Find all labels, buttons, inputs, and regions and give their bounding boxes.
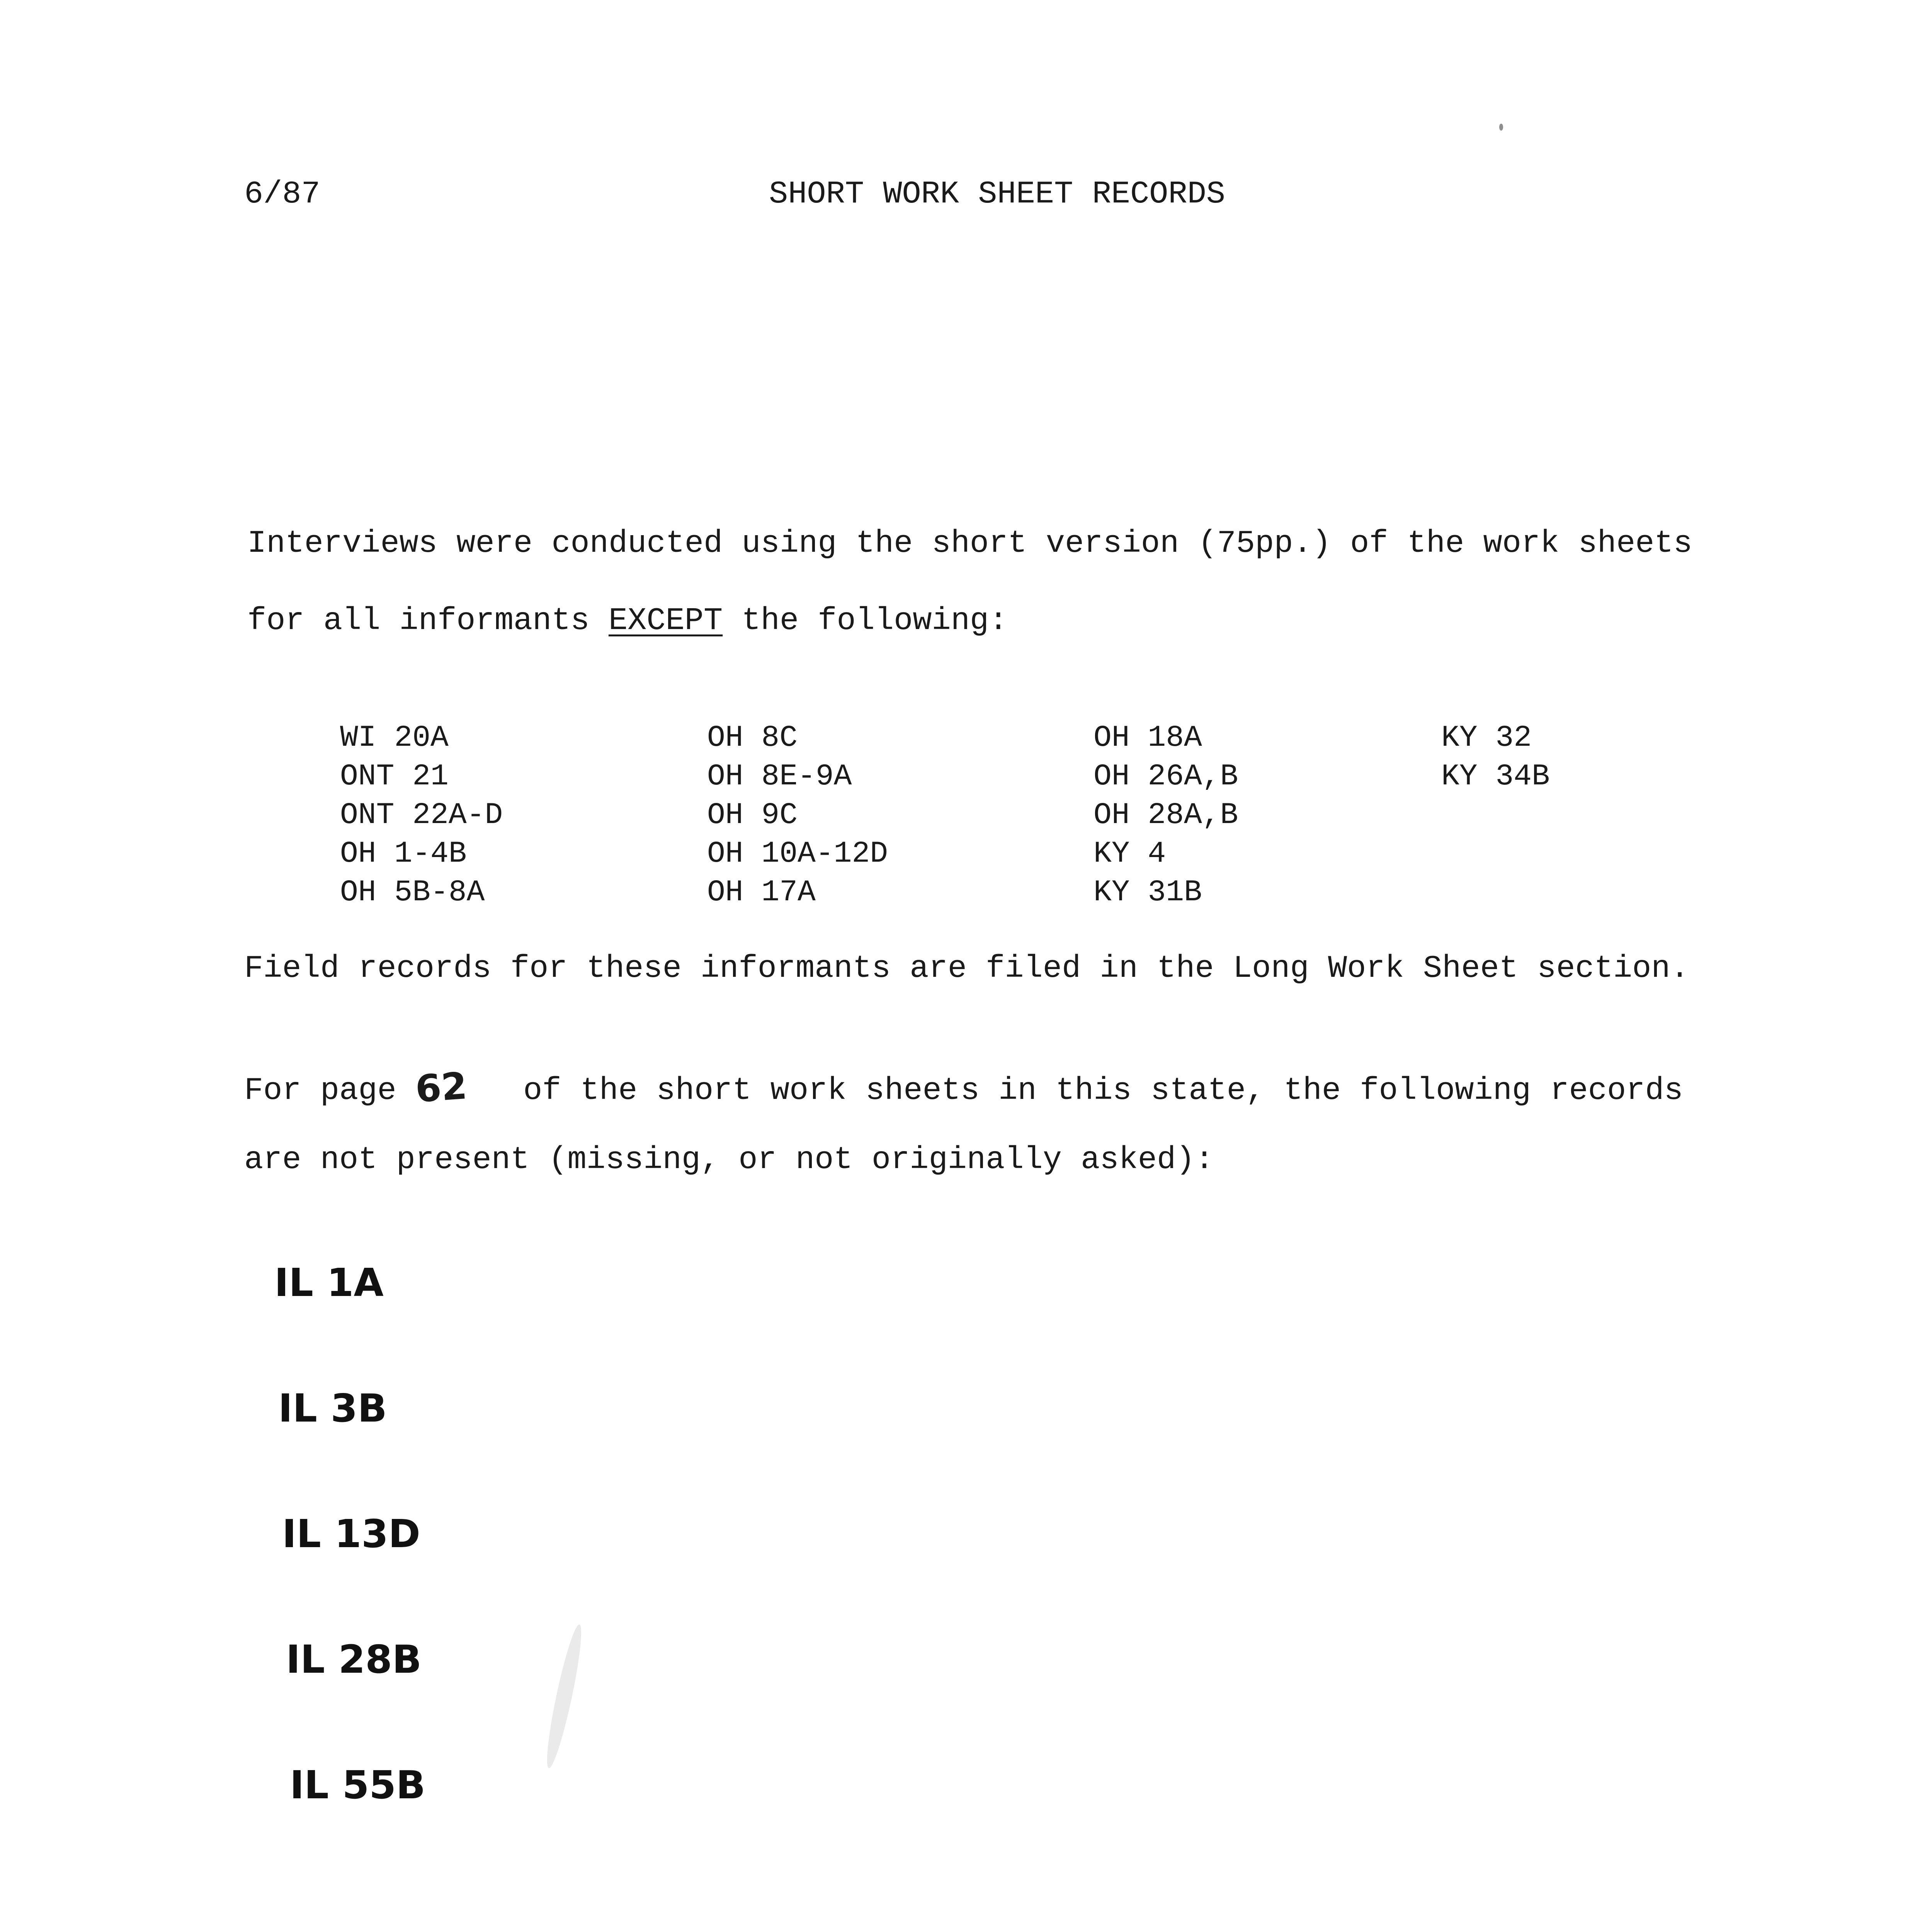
exception-item: OH 26A,B: [1094, 760, 1238, 794]
exceptions-column-1: [340, 719, 503, 912]
exception-item: KY 32: [1441, 721, 1532, 755]
missing-record: IL 3B: [278, 1386, 387, 1431]
missing-note-suffix: of the short work sheets in this state, the following records: [504, 1073, 1683, 1109]
exceptions-column-4: [1441, 719, 1550, 796]
intro-line-2: [247, 603, 1008, 639]
exceptions-column-3: [1094, 719, 1238, 912]
intro-line-2-prefix: for all informants: [247, 603, 609, 639]
missing-note-line-2: are not present (missing, or not originally asked):: [244, 1142, 1214, 1178]
missing-record: IL 28B: [286, 1637, 422, 1682]
handwritten-page-number: 62: [414, 1064, 469, 1111]
document-date: 6/87: [244, 176, 320, 212]
exception-item: OH 8E-9A: [707, 760, 852, 794]
exception-item: OH 10A-12D: [707, 837, 888, 871]
exceptions-column-2: [707, 719, 888, 912]
document-title: SHORT WORK SHEET RECORDS: [769, 176, 1225, 212]
exception-item: OH 5B-8A: [340, 876, 485, 910]
missing-record: IL 13D: [282, 1511, 420, 1556]
missing-note-prefix: For page: [244, 1073, 415, 1109]
intro-emphasis: EXCEPT: [608, 603, 723, 639]
missing-note-line-1: [244, 1065, 1683, 1109]
exception-item: OH 9C: [707, 798, 798, 832]
intro-line-2-suffix: the following:: [723, 603, 1008, 639]
missing-record: IL 55B: [290, 1762, 426, 1808]
exception-item: OH 28A,B: [1094, 798, 1238, 832]
exception-item: OH 1-4B: [340, 837, 467, 871]
exception-item: ONT 21: [340, 760, 449, 794]
exception-item: KY 4: [1094, 837, 1166, 871]
paper-smudge: [541, 1623, 587, 1770]
exception-item: OH 17A: [707, 876, 816, 910]
exception-item: ONT 22A-D: [340, 798, 503, 832]
paper-smudge: [1499, 124, 1503, 131]
field-records-note: Field records for these informants are filed in the Long Work Sheet section.: [244, 951, 1689, 986]
exception-item: OH 8C: [707, 721, 798, 755]
exception-item: WI 20A: [340, 721, 449, 755]
exception-item: KY 31B: [1094, 876, 1202, 910]
exception-item: KY 34B: [1441, 760, 1550, 794]
missing-record: IL 1A: [274, 1260, 384, 1305]
exception-item: OH 18A: [1094, 721, 1202, 755]
intro-line-1: Interviews were conducted using the short version (75pp.) of the work sheets: [247, 526, 1692, 561]
exceptions-list: [340, 719, 1615, 912]
